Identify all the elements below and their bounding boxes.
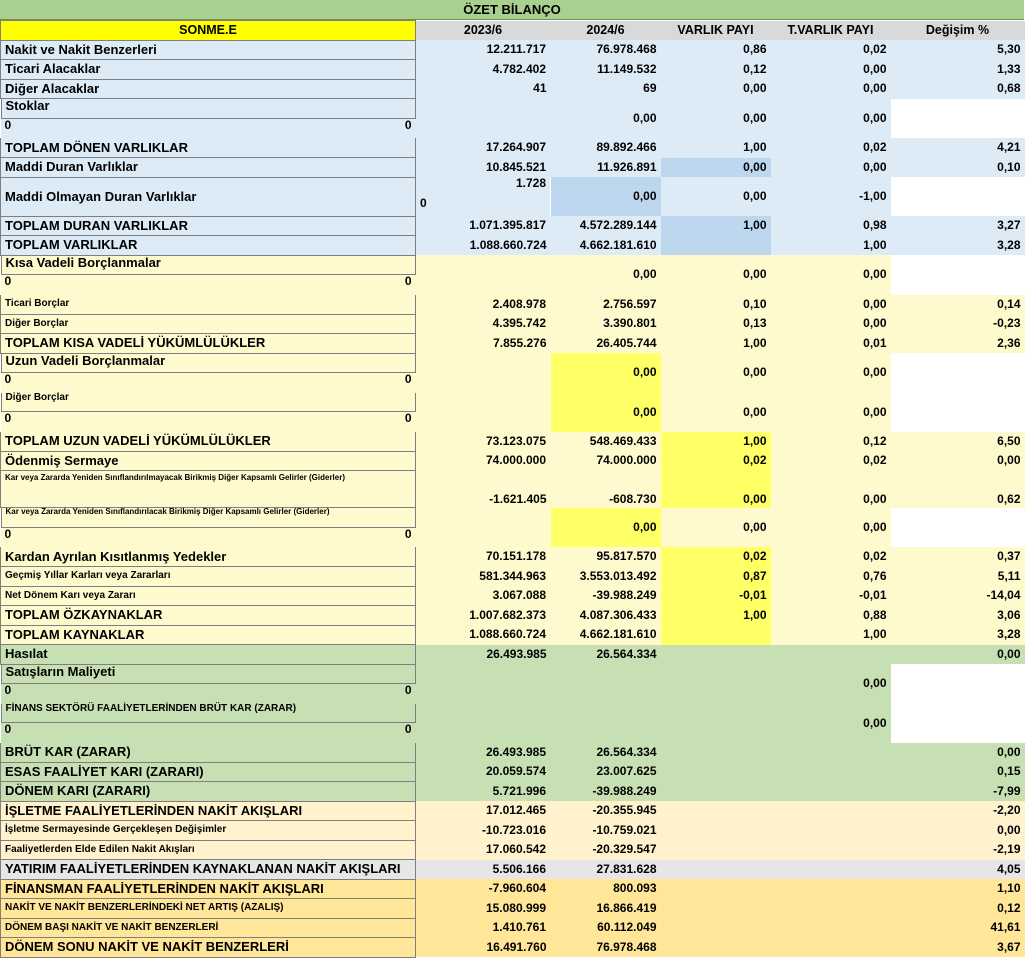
t-varlik-payi-value[interactable] bbox=[771, 918, 891, 938]
degisim-value[interactable]: 3,67 bbox=[891, 938, 1025, 958]
value-2023[interactable]: -1.621.405 bbox=[416, 471, 551, 508]
value-2024[interactable]: 4.662.181.610 bbox=[551, 236, 661, 256]
varlik-payi-value[interactable]: 0,86 bbox=[661, 40, 771, 60]
degisim-value[interactable]: 1,33 bbox=[891, 60, 1025, 80]
table-row bbox=[1, 586, 1025, 606]
value-2024[interactable]: 16.866.419 bbox=[551, 899, 661, 919]
row-label[interactable]: Net Dönem Karı veya Zararı bbox=[1, 586, 416, 606]
value-2024[interactable]: 548.469.433 bbox=[551, 432, 661, 452]
degisim-value[interactable]: 0,00 bbox=[771, 508, 891, 548]
t-varlik-payi-value[interactable]: 0,98 bbox=[771, 216, 891, 236]
value-2023[interactable]: 12.211.717 bbox=[416, 40, 551, 60]
t-varlik-payi-value[interactable]: 0,00 bbox=[661, 255, 771, 295]
row-label-text: Stoklar bbox=[5, 98, 50, 113]
varlik-payi-value[interactable]: 1,00 bbox=[661, 432, 771, 452]
degisim-value[interactable]: 0,14 bbox=[891, 295, 1025, 315]
table-row bbox=[1, 704, 1025, 743]
varlik-payi-value[interactable] bbox=[661, 645, 771, 665]
varlik-payi-value[interactable]: 0,02 bbox=[661, 451, 771, 471]
t-varlik-payi-value[interactable]: 0,02 bbox=[771, 40, 891, 60]
value-2023-text: 0 bbox=[404, 411, 412, 425]
col-header-t-varlik-payi[interactable]: T.VARLIK PAYI bbox=[771, 21, 891, 41]
t-varlik-payi-value[interactable] bbox=[771, 899, 891, 919]
degisim-value[interactable]: 2,36 bbox=[891, 334, 1025, 354]
value-2024[interactable]: 69 bbox=[551, 79, 661, 99]
value-2023-text: 0 bbox=[404, 683, 412, 697]
value-2023[interactable]: 20.059.574 bbox=[416, 762, 551, 782]
varlik-payi-value[interactable]: 0,10 bbox=[661, 295, 771, 315]
degisim-value[interactable]: 0,00 bbox=[891, 821, 1025, 841]
zero-value: 0 bbox=[4, 372, 12, 386]
col-header-degisim[interactable]: Değişim % bbox=[891, 21, 1025, 41]
varlik-payi-value[interactable]: 1,00 bbox=[661, 138, 771, 158]
zero-value: 0 bbox=[4, 526, 12, 541]
degisim-value[interactable]: -1,00 bbox=[771, 177, 891, 216]
t-varlik-payi-value[interactable]: 0,12 bbox=[771, 432, 891, 452]
value-2023-text: 0 bbox=[404, 117, 412, 132]
table-row bbox=[1, 664, 1025, 704]
value-2023[interactable]: 1.088.660.724 bbox=[416, 236, 551, 256]
t-varlik-payi-value[interactable] bbox=[771, 645, 891, 665]
value-2024[interactable]: 95.817.570 bbox=[551, 547, 661, 567]
value-2023[interactable] bbox=[1, 373, 416, 393]
varlik-payi-value[interactable] bbox=[661, 236, 771, 256]
value-2024[interactable]: -39.988.249 bbox=[551, 586, 661, 606]
row-label[interactable]: Ticari Borçlar bbox=[1, 295, 416, 315]
row-label[interactable] bbox=[1, 704, 416, 724]
zero-value: 0 bbox=[4, 722, 12, 736]
row-label[interactable] bbox=[1, 508, 416, 528]
table-row bbox=[1, 762, 1025, 782]
row-label[interactable]: DÖNEM KARI (ZARARI) bbox=[1, 782, 416, 802]
degisim-value[interactable]: 1,10 bbox=[891, 879, 1025, 899]
row-label[interactable]: Kar veya Zararda Yeniden Sınıflandırılmayacak Birikmiş Diğer Kapsamlı Gelirler (Giderler) bbox=[1, 471, 416, 508]
row-label[interactable]: Geçmiş Yıllar Karları veya Zararları bbox=[1, 567, 416, 587]
row-label-text: FİNANS SEKTÖRÜ FAALİYETLERİNDEN BRÜT KAR (ZARAR) bbox=[5, 702, 297, 714]
table-row bbox=[1, 743, 1025, 763]
zero-value: 0 bbox=[4, 274, 12, 288]
value-2023[interactable]: 3.067.088 bbox=[416, 586, 551, 606]
row-label[interactable]: TOPLAM ÖZKAYNAKLAR bbox=[1, 606, 416, 626]
degisim-value[interactable]: 6,50 bbox=[891, 432, 1025, 452]
value-2024[interactable]: 11.149.532 bbox=[551, 60, 661, 80]
value-2024[interactable]: 26.564.334 bbox=[551, 645, 661, 665]
degisim-value[interactable]: 0,68 bbox=[891, 79, 1025, 99]
value-2023[interactable]: 1.071.395.817 bbox=[416, 216, 551, 236]
t-varlik-payi-value[interactable] bbox=[771, 821, 891, 841]
row-label[interactable]: Nakit ve Nakit Benzerleri bbox=[1, 40, 416, 60]
sheet-title: ÖZET BİLANÇO bbox=[0, 0, 1024, 20]
degisim-value[interactable]: 0,00 bbox=[891, 645, 1025, 665]
value-2023[interactable]: 17.264.907 bbox=[416, 138, 551, 158]
degisim-value[interactable]: -0,23 bbox=[891, 314, 1025, 334]
row-label[interactable]: FİNANSMAN FAALİYETLERİNDEN NAKİT AKIŞLARI bbox=[1, 879, 416, 899]
value-2024[interactable]: 4.662.181.610 bbox=[551, 625, 661, 645]
varlik-payi-value[interactable] bbox=[661, 918, 771, 938]
table-row bbox=[1, 821, 1025, 841]
value-2024[interactable] bbox=[416, 255, 551, 295]
value-2023-text: 1.728 bbox=[515, 176, 546, 190]
table-row bbox=[1, 471, 1025, 508]
value-2023[interactable]: 4.395.742 bbox=[416, 314, 551, 334]
zero-value: 0 bbox=[4, 683, 12, 697]
t-varlik-payi-value[interactable]: 0,00 bbox=[661, 353, 771, 393]
row-label[interactable]: NAKİT VE NAKİT BENZERLERİNDEKİ NET ARTIŞ (AZALIŞ) bbox=[1, 899, 416, 919]
degisim-value[interactable]: 0,00 bbox=[771, 353, 891, 393]
table-row bbox=[1, 216, 1025, 236]
degisim-value[interactable]: 5,11 bbox=[891, 567, 1025, 587]
t-varlik-payi-value[interactable]: 0,00 bbox=[771, 158, 891, 178]
value-2024[interactable]: 60.112.049 bbox=[551, 918, 661, 938]
degisim-value[interactable]: 0,00 bbox=[771, 704, 891, 743]
row-label[interactable]: TOPLAM DURAN VARLIKLAR bbox=[1, 216, 416, 236]
value-2023[interactable] bbox=[1, 119, 416, 139]
value-2024[interactable]: 4.572.289.144 bbox=[551, 216, 661, 236]
row-label[interactable]: Maddi Olmayan Duran Varlıklar bbox=[1, 177, 416, 216]
table-row bbox=[1, 625, 1025, 645]
varlik-payi-value[interactable]: 0,00 bbox=[551, 393, 661, 432]
t-varlik-payi-value[interactable] bbox=[771, 801, 891, 821]
table-row bbox=[1, 801, 1025, 821]
t-varlik-payi-value[interactable] bbox=[771, 743, 891, 763]
varlik-payi-value[interactable]: 0,00 bbox=[551, 353, 661, 393]
value-2024[interactable]: 2.756.597 bbox=[551, 295, 661, 315]
table-row bbox=[1, 255, 1025, 295]
row-label[interactable]: Ticari Alacaklar bbox=[1, 60, 416, 80]
varlik-payi-value[interactable]: 0,00 bbox=[551, 99, 661, 139]
varlik-payi-value[interactable]: -0,01 bbox=[661, 586, 771, 606]
value-2023[interactable]: 2.408.978 bbox=[416, 295, 551, 315]
value-2024[interactable]: -39.988.249 bbox=[551, 782, 661, 802]
row-label[interactable]: TOPLAM UZUN VADELİ YÜKÜMLÜLÜKLER bbox=[1, 432, 416, 452]
value-2024[interactable]: -20.329.547 bbox=[551, 840, 661, 860]
t-varlik-payi-value[interactable]: -0,01 bbox=[771, 586, 891, 606]
table-row bbox=[1, 547, 1025, 567]
t-varlik-payi-value[interactable] bbox=[771, 860, 891, 880]
table-row bbox=[1, 138, 1025, 158]
row-label[interactable] bbox=[1, 354, 416, 374]
degisim-value[interactable]: 0,00 bbox=[891, 743, 1025, 763]
row-label[interactable]: Hasılat bbox=[1, 645, 416, 665]
varlik-payi-value[interactable] bbox=[661, 821, 771, 841]
varlik-payi-value[interactable]: 1,00 bbox=[661, 216, 771, 236]
value-2024[interactable]: 76.978.468 bbox=[551, 40, 661, 60]
table-row bbox=[1, 879, 1025, 899]
value-2023[interactable]: 26.493.985 bbox=[416, 743, 551, 763]
row-label[interactable] bbox=[1, 256, 416, 276]
value-2024[interactable]: 3.390.801 bbox=[551, 314, 661, 334]
table-row bbox=[1, 60, 1025, 80]
row-label[interactable]: DÖNEM BAŞI NAKİT VE NAKİT BENZERLERİ bbox=[1, 918, 416, 938]
table-row bbox=[1, 840, 1025, 860]
t-varlik-payi-value[interactable]: 0,00 bbox=[771, 314, 891, 334]
degisim-value[interactable]: -14,04 bbox=[891, 586, 1025, 606]
value-2024[interactable]: 26.564.334 bbox=[551, 743, 661, 763]
value-2023[interactable]: 1.007.682.373 bbox=[416, 606, 551, 626]
value-2023[interactable]: 70.151.178 bbox=[416, 547, 551, 567]
varlik-payi-value[interactable] bbox=[661, 938, 771, 958]
varlik-payi-value[interactable] bbox=[661, 762, 771, 782]
value-2023[interactable]: 17.060.542 bbox=[416, 840, 551, 860]
table-row bbox=[1, 508, 1025, 548]
table-row bbox=[1, 918, 1025, 938]
varlik-payi-value[interactable]: 0,12 bbox=[661, 60, 771, 80]
value-2024[interactable]: 800.093 bbox=[551, 879, 661, 899]
table-row bbox=[1, 334, 1025, 354]
value-2024[interactable]: 89.892.466 bbox=[551, 138, 661, 158]
degisim-value[interactable]: 0,15 bbox=[891, 762, 1025, 782]
table-row bbox=[1, 353, 1025, 393]
table-row bbox=[1, 177, 1025, 216]
t-varlik-payi-value[interactable]: 0,00 bbox=[771, 295, 891, 315]
value-2023[interactable]: 74.000.000 bbox=[416, 451, 551, 471]
value-2023[interactable]: 5.721.996 bbox=[416, 782, 551, 802]
row-label[interactable] bbox=[1, 393, 416, 413]
value-2024[interactable] bbox=[416, 197, 550, 217]
varlik-payi-value[interactable] bbox=[661, 879, 771, 899]
varlik-payi-value[interactable]: 0,00 bbox=[661, 79, 771, 99]
row-label[interactable]: İŞLETME FAALİYETLERİNDEN NAKİT AKIŞLARI bbox=[1, 801, 416, 821]
t-varlik-payi-value[interactable]: 0,76 bbox=[771, 567, 891, 587]
value-2023[interactable] bbox=[1, 723, 416, 743]
varlik-payi-value[interactable]: 0,00 bbox=[551, 177, 661, 216]
zero-value: 0 bbox=[4, 411, 12, 425]
row-label[interactable]: Ödenmiş Sermaye bbox=[1, 451, 416, 471]
varlik-payi-value[interactable]: 1,00 bbox=[661, 606, 771, 626]
value-2023[interactable]: 15.080.999 bbox=[416, 899, 551, 919]
value-2024[interactable]: 76.978.468 bbox=[551, 938, 661, 958]
table-row bbox=[1, 236, 1025, 256]
degisim-value[interactable]: 3,28 bbox=[891, 236, 1025, 256]
value-2023[interactable] bbox=[1, 528, 416, 548]
row-label[interactable] bbox=[1, 665, 416, 685]
degisim-value[interactable]: 0,00 bbox=[771, 393, 891, 432]
t-varlik-payi-value[interactable]: 0,00 bbox=[771, 79, 891, 99]
value-2024[interactable]: -608.730 bbox=[551, 471, 661, 508]
t-varlik-payi-value[interactable]: 0,00 bbox=[771, 60, 891, 80]
varlik-payi-value[interactable]: 0,00 bbox=[551, 255, 661, 295]
row-label-text: Uzun Vadeli Borçlanmalar bbox=[5, 352, 166, 368]
row-label[interactable]: Faaliyetlerden Elde Edilen Nakit Akışları bbox=[1, 840, 416, 860]
table-row bbox=[1, 99, 1025, 139]
value-2023[interactable]: 41 bbox=[416, 79, 551, 99]
value-2023[interactable] bbox=[1, 684, 416, 704]
value-2023[interactable]: -7.960.604 bbox=[416, 879, 551, 899]
balance-table bbox=[0, 20, 1025, 958]
table-row bbox=[1, 158, 1025, 178]
value-2023[interactable]: 4.782.402 bbox=[416, 60, 551, 80]
value-2024[interactable]: 11.926.891 bbox=[551, 158, 661, 178]
row-label[interactable]: YATIRIM FAALİYETLERİNDEN KAYNAKLANAN NAKİT AKIŞLARI bbox=[1, 860, 416, 880]
varlik-payi-value[interactable]: 0,87 bbox=[661, 567, 771, 587]
varlik-payi-value[interactable]: 0,02 bbox=[661, 547, 771, 567]
varlik-payi-value[interactable]: 0,00 bbox=[661, 471, 771, 508]
value-2023[interactable]: 1.410.761 bbox=[416, 918, 551, 938]
value-2024[interactable]: 27.831.628 bbox=[551, 860, 661, 880]
col-header-2023[interactable]: 2023/6 bbox=[416, 21, 551, 41]
row-label[interactable]: Kardan Ayrılan Kısıtlanmış Yedekler bbox=[1, 547, 416, 567]
varlik-payi-value[interactable] bbox=[661, 860, 771, 880]
degisim-value[interactable]: 0,10 bbox=[891, 158, 1025, 178]
value-2023-text: 0 bbox=[404, 722, 412, 736]
table-row bbox=[1, 567, 1025, 587]
degisim-value[interactable]: 4,21 bbox=[891, 138, 1025, 158]
t-varlik-payi-value[interactable] bbox=[771, 762, 891, 782]
t-varlik-payi-value[interactable]: 0,00 bbox=[661, 177, 771, 216]
table-row bbox=[1, 782, 1025, 802]
table-row bbox=[1, 899, 1025, 919]
degisim-value[interactable]: -7,99 bbox=[891, 782, 1025, 802]
value-2024[interactable]: -20.355.945 bbox=[551, 801, 661, 821]
row-label-text: Kar veya Zararda Yeniden Sınıflandırılacak Birikmiş Diğer Kapsamlı Gelirler (Giderler) bbox=[5, 507, 330, 516]
row-label-text: Kısa Vadeli Borçlanmalar bbox=[5, 254, 161, 270]
row-label[interactable]: TOPLAM VARLIKLAR bbox=[1, 236, 416, 256]
table-row bbox=[1, 645, 1025, 665]
degisim-value[interactable]: 0,62 bbox=[891, 471, 1025, 508]
t-varlik-payi-value[interactable] bbox=[661, 664, 771, 704]
t-varlik-payi-value[interactable]: 0,00 bbox=[661, 393, 771, 432]
t-varlik-payi-value[interactable]: 0,02 bbox=[771, 451, 891, 471]
degisim-value[interactable]: 0,00 bbox=[771, 255, 891, 295]
value-2023-text: 0 bbox=[404, 274, 412, 288]
col-header-2024[interactable]: 2024/6 bbox=[551, 21, 661, 41]
t-varlik-payi-value[interactable]: 0,02 bbox=[771, 547, 891, 567]
value-2023[interactable]: 73.123.075 bbox=[416, 432, 551, 452]
row-label-text: Diğer Borçlar bbox=[5, 391, 69, 403]
varlik-payi-value[interactable] bbox=[661, 625, 771, 645]
t-varlik-payi-value[interactable]: 1,00 bbox=[771, 625, 891, 645]
table-row bbox=[1, 40, 1025, 60]
table-row bbox=[1, 295, 1025, 315]
value-2023[interactable]: 17.012.465 bbox=[416, 801, 551, 821]
degisim-value[interactable]: -2,20 bbox=[891, 801, 1025, 821]
table-row bbox=[1, 606, 1025, 626]
degisim-value[interactable]: 0,00 bbox=[771, 664, 891, 704]
varlik-payi-value[interactable] bbox=[661, 782, 771, 802]
value-2024[interactable]: 23.007.625 bbox=[551, 762, 661, 782]
value-2023[interactable]: 7.855.276 bbox=[416, 334, 551, 354]
row-label[interactable]: İşletme Sermayesinde Gerçekleşen Değişimler bbox=[1, 821, 416, 841]
value-2024[interactable] bbox=[416, 99, 551, 139]
company-code: SONME.E bbox=[1, 21, 416, 41]
value-2024[interactable]: 3.553.013.492 bbox=[551, 567, 661, 587]
table-row bbox=[1, 314, 1025, 334]
varlik-payi-value[interactable]: 0,00 bbox=[551, 508, 661, 548]
value-2023-text: 0 bbox=[404, 372, 412, 386]
row-label[interactable]: TOPLAM KAYNAKLAR bbox=[1, 625, 416, 645]
value-2023-text: 0 bbox=[404, 526, 412, 541]
table-row bbox=[1, 451, 1025, 471]
t-varlik-payi-value[interactable]: 0,02 bbox=[771, 138, 891, 158]
t-varlik-payi-value[interactable] bbox=[771, 879, 891, 899]
value-2023[interactable]: 581.344.963 bbox=[416, 567, 551, 587]
row-label-text: Satışların Maliyeti bbox=[5, 663, 116, 679]
t-varlik-payi-value[interactable] bbox=[661, 704, 771, 743]
table-row bbox=[1, 432, 1025, 452]
value-2024[interactable] bbox=[416, 353, 551, 393]
value-2023[interactable] bbox=[1, 275, 416, 295]
degisim-value[interactable]: 41,61 bbox=[891, 918, 1025, 938]
zero-value: 0 bbox=[420, 195, 427, 210]
degisim-value[interactable]: 0,37 bbox=[891, 547, 1025, 567]
t-varlik-payi-value[interactable]: 1,00 bbox=[771, 236, 891, 256]
value-2024[interactable]: 4.087.306.433 bbox=[551, 606, 661, 626]
degisim-value[interactable]: 3,28 bbox=[891, 625, 1025, 645]
value-2024[interactable]: 26.405.744 bbox=[551, 334, 661, 354]
row-label[interactable]: BRÜT KAR (ZARAR) bbox=[1, 743, 416, 763]
row-label[interactable]: TOPLAM DÖNEN VARLIKLAR bbox=[1, 138, 416, 158]
t-varlik-payi-value[interactable]: 0,88 bbox=[771, 606, 891, 626]
value-2024[interactable] bbox=[416, 393, 551, 432]
value-2024[interactable]: -10.759.021 bbox=[551, 821, 661, 841]
row-label[interactable]: Diğer Alacaklar bbox=[1, 79, 416, 99]
varlik-payi-value[interactable] bbox=[551, 664, 661, 704]
varlik-payi-value[interactable] bbox=[551, 704, 661, 743]
value-2024[interactable]: 74.000.000 bbox=[551, 451, 661, 471]
value-2023[interactable]: 16.491.760 bbox=[416, 938, 551, 958]
row-label[interactable]: TOPLAM KISA VADELİ YÜKÜMLÜLÜKLER bbox=[1, 334, 416, 354]
header-row bbox=[1, 21, 1025, 41]
table-row bbox=[1, 393, 1025, 432]
t-varlik-payi-value[interactable] bbox=[771, 938, 891, 958]
degisim-value[interactable]: 0,12 bbox=[891, 899, 1025, 919]
degisim-value[interactable]: 0,00 bbox=[891, 451, 1025, 471]
t-varlik-payi-value[interactable]: 0,00 bbox=[771, 471, 891, 508]
degisim-value[interactable]: 5,30 bbox=[891, 40, 1025, 60]
value-2023[interactable]: 10.845.521 bbox=[416, 158, 551, 178]
row-label[interactable]: Diğer Borçlar bbox=[1, 314, 416, 334]
degisim-value[interactable]: 3,06 bbox=[891, 606, 1025, 626]
varlik-payi-value[interactable] bbox=[661, 743, 771, 763]
row-label[interactable]: ESAS FAALİYET KARI (ZARARI) bbox=[1, 762, 416, 782]
value-2023[interactable]: 5.506.166 bbox=[416, 860, 551, 880]
row-label[interactable]: DÖNEM SONU NAKİT VE NAKİT BENZERLERİ bbox=[1, 938, 416, 958]
row-label[interactable] bbox=[1, 99, 416, 119]
varlik-payi-value[interactable]: 1,00 bbox=[661, 334, 771, 354]
varlik-payi-value[interactable]: 0,00 bbox=[661, 158, 771, 178]
value-2023[interactable]: -10.723.016 bbox=[416, 821, 551, 841]
table-row bbox=[1, 860, 1025, 880]
table-row bbox=[1, 938, 1025, 958]
degisim-value[interactable]: -2,19 bbox=[891, 840, 1025, 860]
table-row bbox=[1, 79, 1025, 99]
t-varlik-payi-value[interactable]: 0,00 bbox=[661, 508, 771, 548]
varlik-payi-value[interactable]: 0,13 bbox=[661, 314, 771, 334]
value-2023[interactable] bbox=[1, 412, 416, 432]
varlik-payi-value[interactable] bbox=[661, 801, 771, 821]
degisim-value[interactable]: 4,05 bbox=[891, 860, 1025, 880]
value-2024[interactable] bbox=[416, 664, 551, 704]
t-varlik-payi-value[interactable]: 0,00 bbox=[661, 99, 771, 139]
t-varlik-payi-value[interactable] bbox=[771, 840, 891, 860]
value-2023[interactable]: 26.493.985 bbox=[416, 645, 551, 665]
value-2023[interactable]: 1.088.660.724 bbox=[416, 625, 551, 645]
row-label[interactable]: Maddi Duran Varlıklar bbox=[1, 158, 416, 178]
value-2024[interactable] bbox=[416, 508, 551, 548]
col-header-varlik-payi[interactable]: VARLIK PAYI bbox=[661, 21, 771, 41]
zero-value: 0 bbox=[4, 117, 12, 132]
degisim-value[interactable]: 0,00 bbox=[771, 99, 891, 139]
degisim-value[interactable]: 3,27 bbox=[891, 216, 1025, 236]
value-2023[interactable] bbox=[416, 177, 550, 197]
value-2024[interactable] bbox=[416, 704, 551, 743]
varlik-payi-value[interactable] bbox=[661, 840, 771, 860]
varlik-payi-value[interactable] bbox=[661, 899, 771, 919]
t-varlik-payi-value[interactable]: 0,01 bbox=[771, 334, 891, 354]
t-varlik-payi-value[interactable] bbox=[771, 782, 891, 802]
